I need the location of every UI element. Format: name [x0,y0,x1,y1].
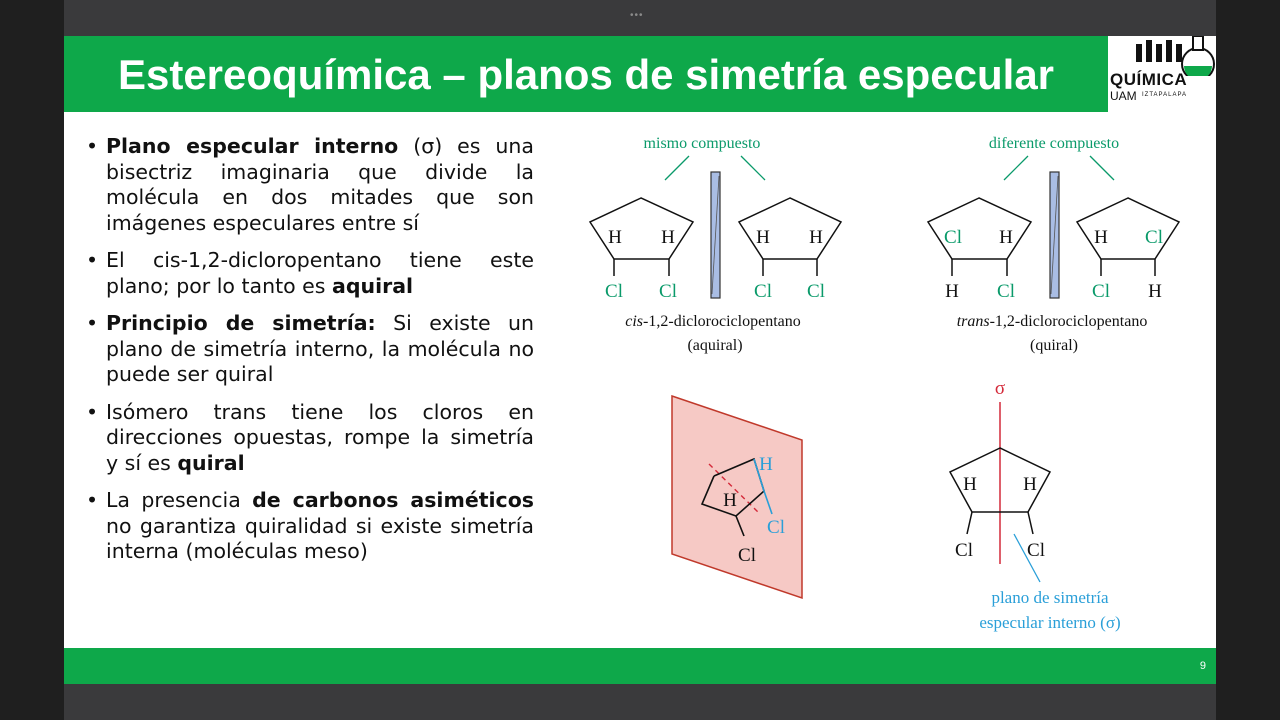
right-letterbox [1216,0,1280,720]
symmetry-plane [672,396,802,598]
trans-diagram [928,135,1179,354]
svg-text:Cl: Cl [767,517,785,538]
svg-text:H: H [759,454,773,475]
slide-title: Estereoquímica – planos de simetría especular [117,51,1055,98]
bullet-item: • Principio de simetría: Si existe un plano de simetría interno, la molécula no puede ser quiral [86,311,534,388]
trans-name: trans-1,2-diclorociclopentano [956,313,1148,330]
bullet-item: • Isómero trans tiene los cloros en direcciones opuestas, rompe la simetría y sí es quiral [86,400,534,477]
svg-text:Cl: Cl [754,281,772,302]
trans-note: (quiral) [1030,337,1078,354]
svg-text:H: H [1148,281,1162,302]
svg-text:H: H [723,490,737,511]
sigma-symbol: σ [994,378,1006,399]
svg-text:H: H [1094,227,1108,248]
plane-label-line2: especular interno (σ) [979,613,1121,632]
cis-diagram [590,135,841,354]
footer-bar [64,648,1216,684]
window-dots-handle[interactable]: ••• [630,10,644,21]
stereochemistry-figure [64,36,1216,648]
plane-3d-diagram [672,396,802,598]
svg-text:Cl: Cl [955,540,973,561]
svg-text:H: H [661,227,675,248]
svg-text:H: H [999,227,1013,248]
logo-text-uam: UAM [1110,89,1137,103]
cis-name: cis-1,2-diclorociclopentano [625,313,801,330]
svg-text:Cl: Cl [605,281,623,302]
bullet-item: • Plano especular interno (σ) es una bisectriz imaginaria que divide la molécula en dos mitades que son imágenes especulares entre sí [86,134,534,236]
svg-text:Cl: Cl [659,281,677,302]
logo-text-iztapalapa: IZTAPALAPA [1142,92,1188,98]
svg-text:H: H [809,227,823,248]
svg-text:H: H [945,281,959,302]
svg-text:H: H [963,474,977,495]
left-letterbox [0,0,64,720]
svg-text:Cl: Cl [1027,540,1045,561]
svg-text:H: H [608,227,622,248]
svg-text:Cl: Cl [1092,281,1110,302]
label-mismo-compuesto: mismo compuesto [643,135,761,152]
slide [64,36,1216,684]
sigma-diagram [950,378,1121,632]
bullet-item: • La presencia de carbonos asiméticos no garantiza quiralidad si existe simetría interna (moléculas meso) [86,488,534,565]
label-diferente-compuesto: diferente compuesto [988,135,1120,152]
svg-text:Cl: Cl [738,545,756,566]
svg-text:Cl: Cl [997,281,1015,302]
logo-text-quimica: QUÍMICA [1110,70,1188,89]
page-number: 9 [1199,660,1206,672]
plane-label-line1: plano de simetría [991,588,1109,607]
svg-text:H: H [756,227,770,248]
svg-text:Cl: Cl [944,227,962,248]
svg-text:Cl: Cl [807,281,825,302]
bullet-item: • El cis-1,2-dicloropentano tiene este plano; por lo tanto es aquiral [86,248,534,299]
cis-note: (aquiral) [687,337,743,354]
svg-text:Cl: Cl [1145,227,1163,248]
svg-text:H: H [1023,474,1037,495]
